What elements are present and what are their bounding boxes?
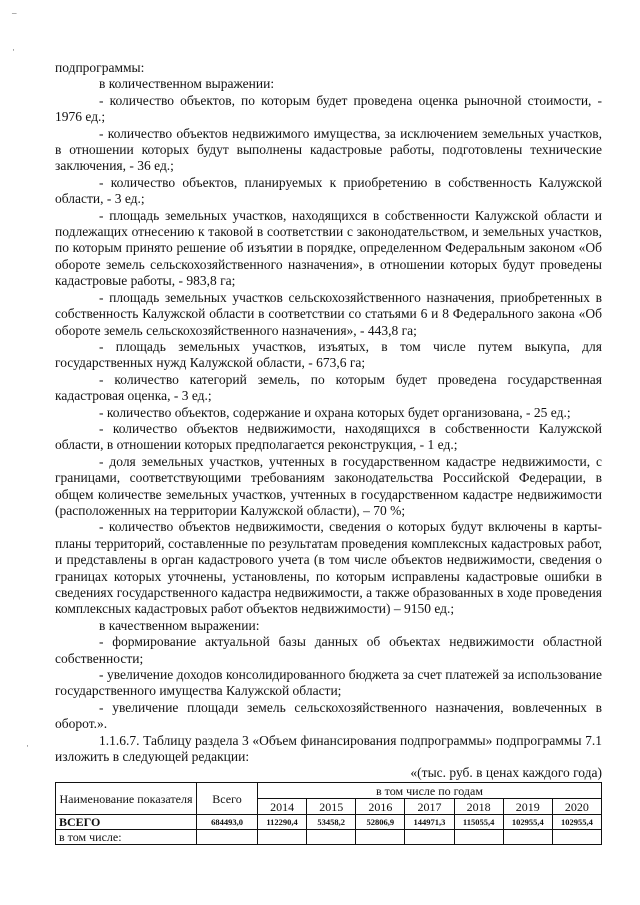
cell-value: 52806,9: [356, 815, 405, 830]
header-total: Всего: [197, 783, 258, 815]
header-years: в том числе по годам: [258, 783, 602, 799]
scan-mark: –: [12, 8, 17, 18]
paragraph: - площадь земельных участков, изъятых, в том числе путем выкупа, для государственных нужд Калужской области, - 673,6 га;: [55, 338, 602, 371]
financing-table: [55, 782, 602, 845]
cell-value: 144971,3: [405, 815, 454, 830]
year-header: 2018: [454, 799, 503, 815]
paragraph: - увеличение площади земель сельскохозяйственного назначения, вовлеченных в оборот.».: [55, 699, 602, 732]
table-row: [56, 815, 602, 830]
year-header: 2020: [552, 799, 601, 815]
document-body: [55, 60, 602, 782]
empty-cell: [197, 830, 258, 845]
paragraph: - количество объектов недвижимого имущества, за исключением земельных участков, в отношении которых будут выполнены кадастровые работы, подготовлены технические заключения, - 36 ед.;: [55, 125, 602, 174]
paragraph: в качественном выражении:: [99, 617, 260, 633]
header-name: Наименование показателя: [56, 783, 197, 815]
year-header: 2016: [356, 799, 405, 815]
empty-cell: [405, 830, 454, 845]
table-row: [56, 830, 602, 845]
empty-cell: [307, 830, 356, 845]
scan-mark: ·: [12, 45, 15, 55]
empty-cell: [552, 830, 601, 845]
paragraph: - доля земельных участков, учтенных в государственном кадастре недвижимости, с границами, соответствующими требованиям законодательства Российской Федерации, в общем количестве земельных участков, учтенных в государственном кадастре недвижимости (расположенных на территории Калужской области), – 70 %;: [55, 453, 602, 518]
year-header: 2019: [503, 799, 552, 815]
row-total: 684493,0: [197, 815, 258, 830]
empty-cell: [503, 830, 552, 845]
paragraph: - увеличение доходов консолидированного бюджета за счет платежей за использование государственного имущества Калужской области;: [55, 667, 602, 699]
scan-mark: ·: [26, 741, 29, 751]
paragraph: 1.1.6.7. Таблицу раздела 3 «Объем финансирования подпрограммы» подпрограммы 7.1 изложить в следующей редакции:: [55, 732, 602, 765]
paragraph: - количество объектов, планируемых к приобретению в собственность Калужской области, - 3 ед.;: [55, 174, 602, 207]
paragraph: - формирование актуальной базы данных об объектах недвижимости областной собственности;: [55, 634, 602, 666]
cell-value: 53458,2: [307, 815, 356, 830]
year-header: 2017: [405, 799, 454, 815]
paragraph: подпрограммы:: [55, 60, 145, 75]
empty-cell: [258, 830, 307, 845]
row-label: ВСЕГО: [56, 815, 197, 830]
paragraph: в количественном выражении:: [99, 76, 275, 92]
cell-value: 112290,4: [258, 815, 307, 830]
paragraph: - количество категорий земель, по которым будет проведена государственная кадастровая оценка, - 3 ед.;: [55, 371, 602, 404]
paragraph: - площадь земельных участков сельскохозяйственного назначения, приобретенных в собственность Калужской области в соответствии со статьями 6 и 8 Федерального закона «Об обороте земель сельскохозяйственного назначения», - 443,8 га;: [55, 289, 602, 338]
paragraph: - площадь земельных участков, находящихся в собственности Калужской области и подлежащих отнесению к таковой в соответствии с законодательством, и земельных участков, по которым принято решение об изъятии в порядке, определенном Федеральным законом «Об обороте земель сельскохозяйственного назначения», в отношении которых будут проведены кадастровые работы, - 983,8 га;: [55, 207, 602, 289]
empty-cell: [454, 830, 503, 845]
row-label: в том числе:: [56, 830, 197, 845]
paragraph: - количество объектов недвижимости, сведения о которых будут включены в карты-планы территорий, составленные по результатам проведения комплексных кадастровых работ, и представлены в орган кадастрового учета (в том числе объектов недвижимости, сведения о границах которых уточнены, установлены, по которым исправлены кадастровые ошибки в сведениях государственного кадастра недвижимости, а также образованных в ходе проведения комплексных кадастровых работ объектов недвижимости) – 9150 ед.;: [55, 519, 602, 617]
cell-value: 102955,4: [503, 815, 552, 830]
paragraph: - количество объектов, по которым будет проведена оценка рыночной стоимости, - 1976 ед.;: [55, 92, 602, 125]
paragraph: - количество объектов, содержание и охрана которых будет организована, - 25 ед.;: [99, 404, 571, 420]
empty-cell: [356, 830, 405, 845]
cell-value: 115055,4: [454, 815, 503, 830]
units-note: «(тыс. руб. в ценах каждого года): [410, 765, 602, 781]
paragraph: - количество объектов недвижимости, находящихся в собственности Калужской области, в отношении которых предполагается реконструкция, - 1 ед.;: [55, 420, 602, 453]
year-header: 2014: [258, 799, 307, 815]
year-header: 2015: [307, 799, 356, 815]
cell-value: 102955,4: [552, 815, 601, 830]
